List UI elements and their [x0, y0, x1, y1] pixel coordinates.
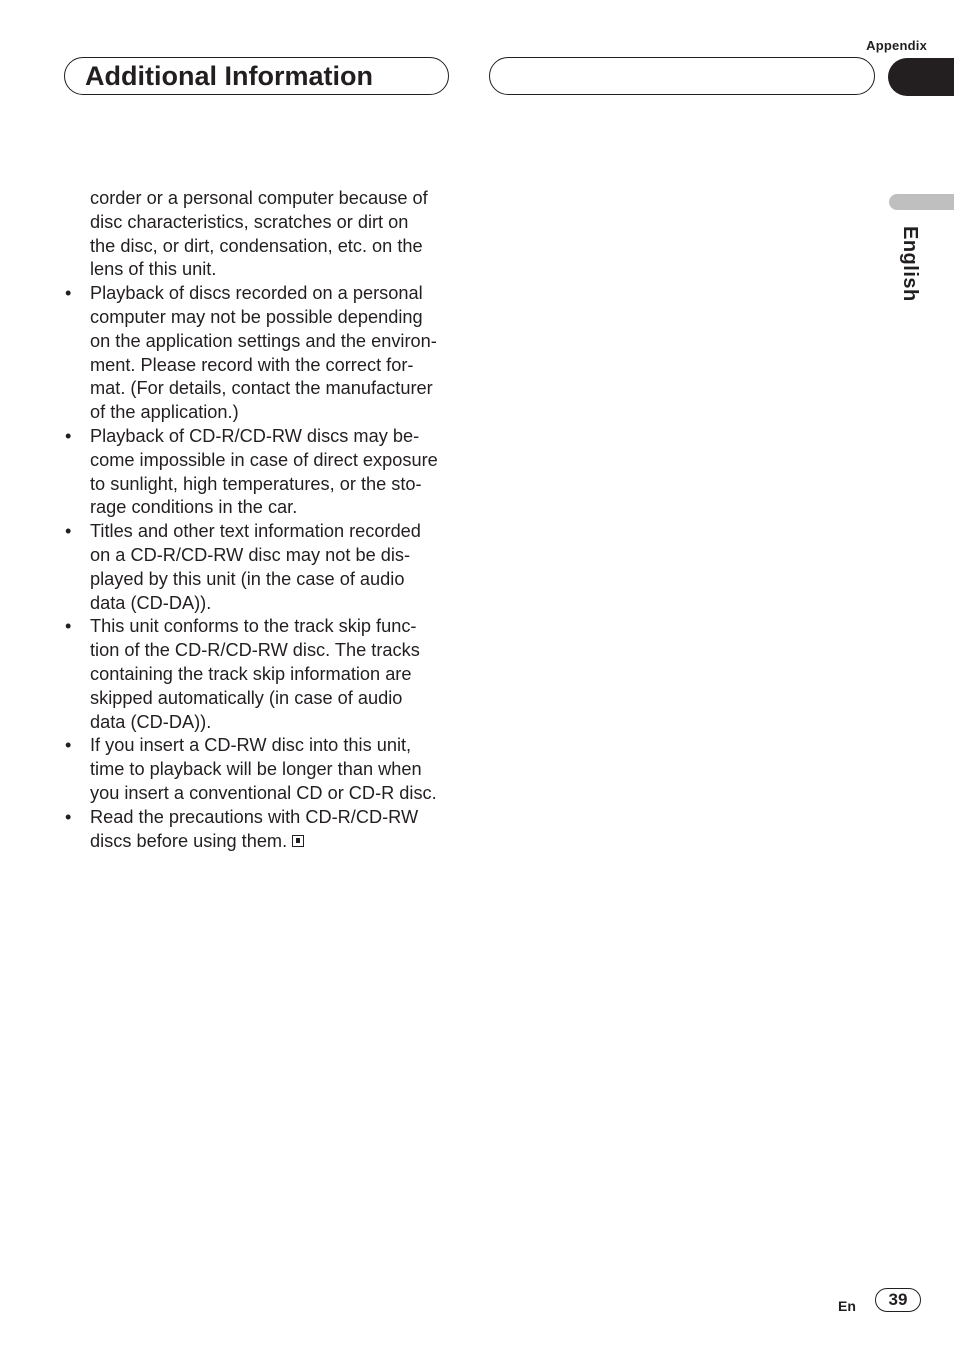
bullet-icon: • — [65, 521, 72, 542]
text-line: This unit conforms to the track skip func- — [90, 616, 417, 637]
section-label: Appendix — [866, 38, 927, 53]
page-title-box — [64, 57, 449, 95]
page-title: Additional Information — [85, 61, 373, 91]
text-line: Titles and other text information recorded — [90, 521, 421, 542]
bullet-icon: • — [65, 425, 72, 446]
bullet-icon: • — [65, 283, 72, 304]
bullet-item — [62, 520, 454, 615]
text-line: corder or a personal computer because of — [90, 188, 428, 208]
text-line: the disc, or dirt, condensation, etc. on the — [90, 235, 423, 256]
text-line: lens of this unit. — [90, 259, 217, 280]
language-tab-marker — [889, 194, 954, 210]
text-line: mat. (For details, contact the manufacturer — [90, 378, 433, 399]
text-line: If you insert a CD-RW disc into this unit, — [90, 735, 412, 756]
chapter-tab — [888, 58, 954, 96]
text-line: Read the precautions with CD-R/CD-RW — [90, 806, 419, 827]
paragraph-continuation — [62, 187, 454, 282]
secondary-title-box — [489, 57, 875, 95]
text-line: skipped automatically (in case of audio — [90, 687, 403, 708]
bullet-item — [62, 734, 454, 805]
text-line: on a CD-R/CD-RW disc may not be dis- — [90, 544, 411, 565]
bullet-icon: • — [65, 806, 72, 827]
text-line: you insert a conventional CD or CD-R disc. — [90, 782, 437, 803]
bullet-item — [62, 806, 454, 854]
bullet-icon: • — [65, 735, 72, 756]
language-side-label: English — [899, 226, 921, 302]
text-line: ment. Please record with the correct for- — [90, 354, 414, 375]
text-line: time to playback will be longer than when — [90, 759, 422, 780]
text-line: Playback of CD-R/CD-RW discs may be- — [90, 425, 420, 446]
text-line-with-end-mark — [90, 830, 454, 854]
text-line: computer may not be possible depending — [90, 306, 423, 327]
footer-language-code: En — [838, 1298, 856, 1314]
body-text-column — [62, 187, 454, 853]
text-line: tion of the CD-R/CD-RW disc. The tracks — [90, 640, 420, 661]
text-line: to sunlight, high temperatures, or the sto- — [90, 473, 422, 494]
text-line: data (CD-DA)). — [90, 592, 212, 613]
text-line: on the application settings and the environ- — [90, 330, 437, 351]
text-line: containing the track skip information are — [90, 663, 412, 684]
text-line: discs before using them. — [90, 830, 288, 851]
bullet-item — [62, 615, 454, 734]
text-line: Playback of discs recorded on a personal — [90, 283, 423, 304]
page-number: 39 — [875, 1288, 921, 1312]
text-line: data (CD-DA)). — [90, 711, 212, 732]
text-line: disc characteristics, scratches or dirt on — [90, 211, 409, 232]
bullet-item — [62, 425, 454, 520]
text-line: of the application.) — [90, 402, 239, 423]
text-line: rage conditions in the car. — [90, 497, 298, 518]
end-of-section-square-icon — [292, 835, 304, 847]
text-line: come impossible in case of direct exposure — [90, 449, 438, 470]
text-line: played by this unit (in the case of audio — [90, 568, 405, 589]
bullet-item — [62, 282, 454, 425]
bullet-icon: • — [65, 616, 72, 637]
